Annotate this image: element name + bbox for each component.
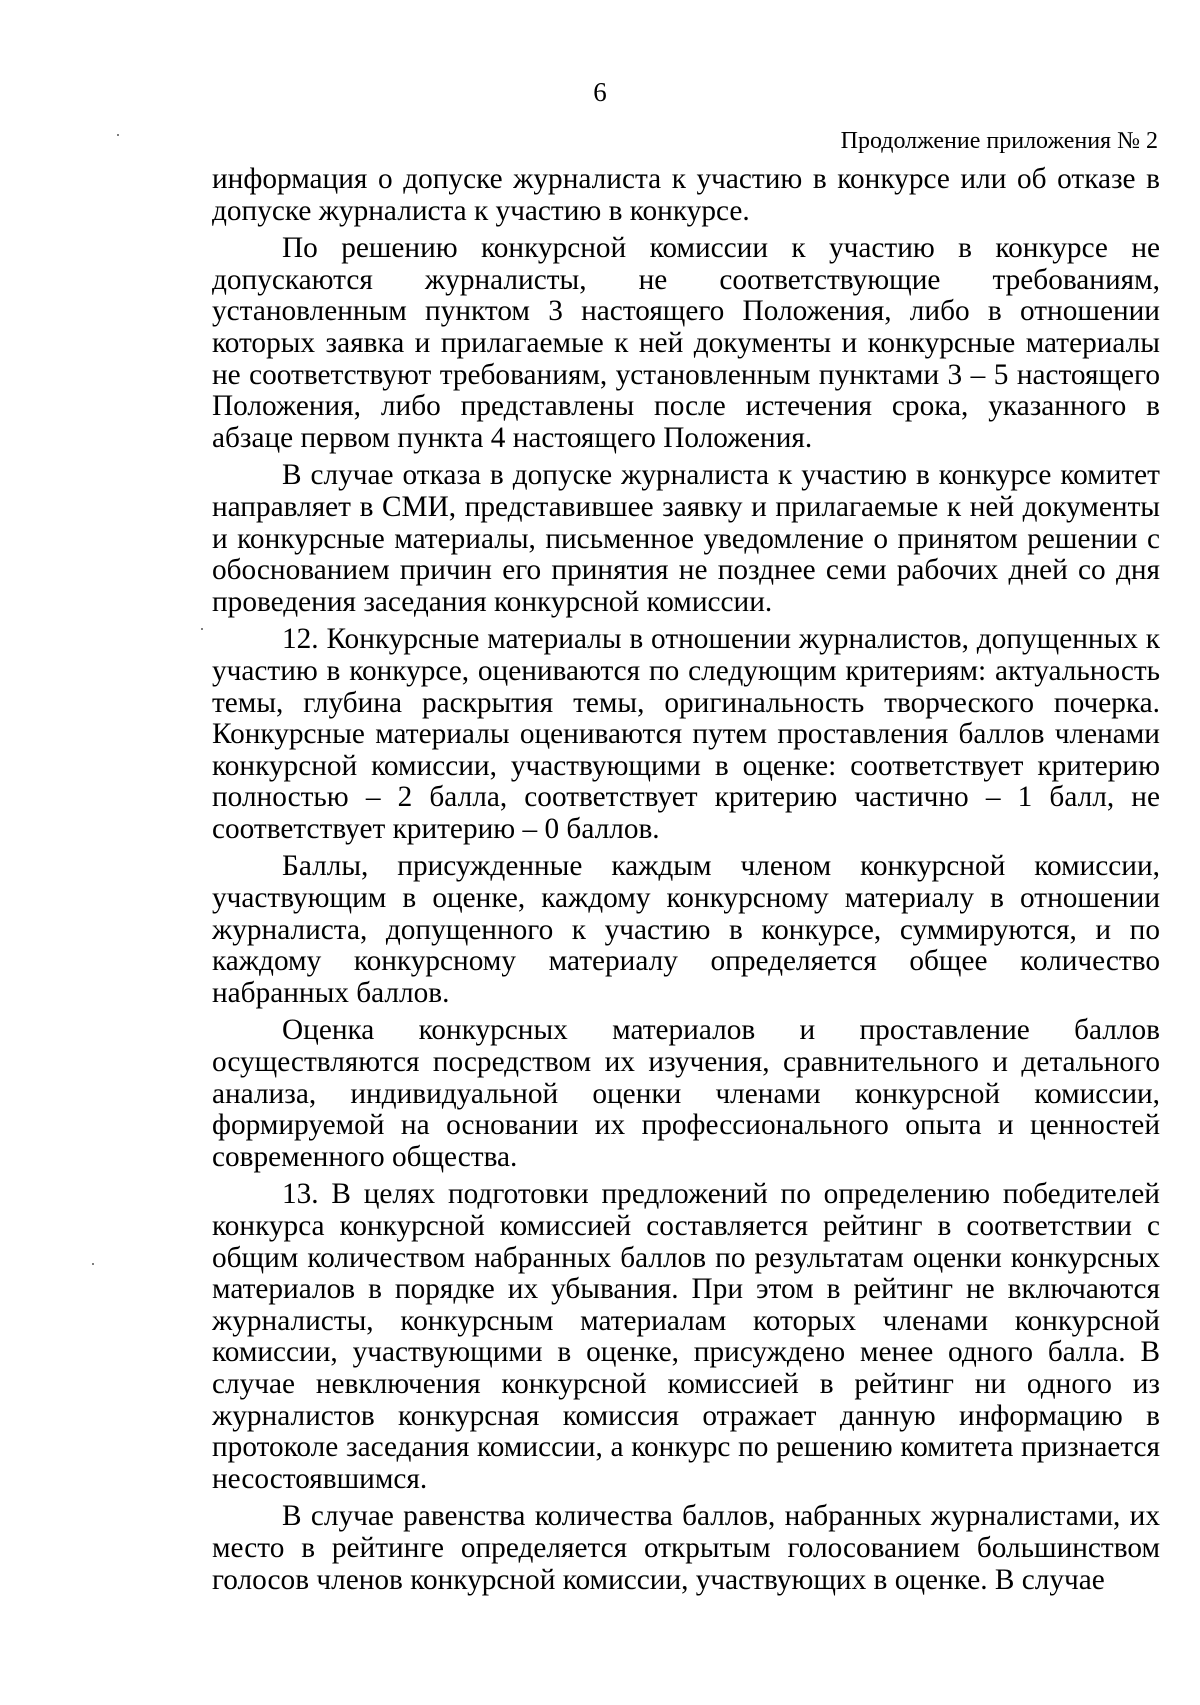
- paragraph-4-item-12: 12. Конкурсные материалы в отношении журналистов, допущенных к участию в конкурсе, оцениваются по следующим критериям: актуальность темы, глубина раскрытия темы, оригинальность творческого почерка. Конкурсные материалы оцениваются путем проставления баллов членами конкурсной комиссии, участвующими в оценке: соответствует критерию полностью – 2 балла, соответствует критерию частично – 1 балл, не соответствует критерию – 0 баллов.: [212, 623, 1160, 845]
- paragraph-6: Оценка конкурсных материалов и проставление баллов осуществляются посредством их изучения, сравнительного и детального анализа, индивидуальной оценки членами конкурсной комиссии, формируемой на основании их профессионального опыта и ценностей современного общества.: [212, 1014, 1160, 1173]
- scan-speck: [117, 134, 119, 136]
- scan-speck: [201, 628, 203, 630]
- paragraph-5: Баллы, присужденные каждым членом конкурсной комиссии, участвующим в оценке, каждому конкурсному материалу в отношении журналиста, допущенного к участию в конкурсе, суммируются, и по каждому конкурсному материалу определяется общее количество набранных баллов.: [212, 850, 1160, 1009]
- paragraph-1: информация о допуске журналиста к участию в конкурсе или об отказе в допуске журналиста к участию в конкурсе.: [212, 163, 1160, 227]
- appendix-continuation-note: Продолжение приложения № 2: [840, 128, 1158, 154]
- document-body: [212, 164, 1160, 1596]
- page-number: 6: [593, 77, 607, 107]
- scan-speck: [92, 1263, 94, 1265]
- paragraph-3: В случае отказа в допуске журналиста к участию в конкурсе комитет направляет в СМИ, представившее заявку и прилагаемые к ней документы и конкурсные материалы, письменное уведомление о принятом решении с обоснованием причин его принятия не позднее семи рабочих дней со дня проведения заседания конкурсной комиссии.: [212, 459, 1160, 618]
- paragraph-7-item-13: 13. В целях подготовки предложений по определению победителей конкурса конкурсной комиссией составляется рейтинг в соответствии с общим количеством набранных баллов по результатам оценки конкурсных материалов в порядке их убывания. При этом в рейтинг не включаются журналисты, конкурсным материалам которых членами конкурсной комиссии, участвующими в оценке, присуждено менее одного балла. В случае невключения конкурсной комиссией в рейтинг ни одного из журналистов конкурсная комиссия отражает данную информацию в протоколе заседания комиссии, а конкурс по решению комитета признается несостоявшимся.: [212, 1178, 1160, 1495]
- paragraph-2: По решению конкурсной комиссии к участию в конкурсе не допускаются журналисты, не соответствующие требованиям, установленным пунктом 3 настоящего Положения, либо в отношении которых заявка и прилагаемые к ней документы и конкурсные материалы не соответствуют требованиям, установленным пунктами 3 – 5 настоящего Положения, либо представлены после истечения срока, указанного в абзаце первом пункта 4 настоящего Положения.: [212, 232, 1160, 454]
- paragraph-8: В случае равенства количества баллов, набранных журналистами, их место в рейтинге определяется открытым голосованием большинством голосов членов конкурсной комиссии, участвующих в оценке. В случае: [212, 1500, 1160, 1596]
